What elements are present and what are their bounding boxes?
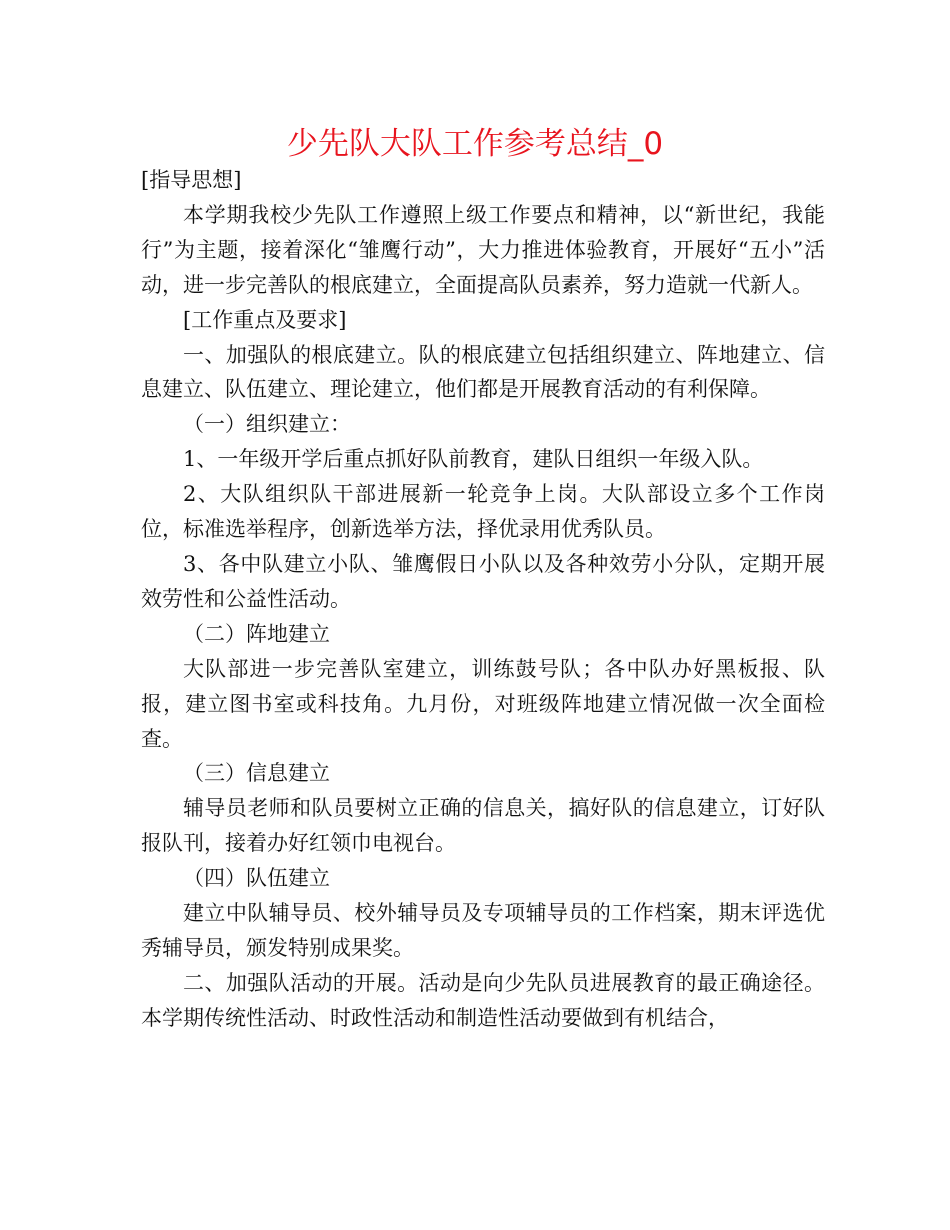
paragraph: [指导思想]	[141, 168, 242, 192]
paragraph: （三）信息建立	[183, 761, 330, 786]
paragraph: 1、一年级开学后重点抓好队前教育，建队日组织一年级入队。	[183, 447, 764, 472]
paragraph: 本学期我校少先队工作遵照上级工作要点和精神，以“新世纪，我能行”为主题，接着深化“雏鹰行动”，大力推进体验教育，开展好“五小”活动，进一步完善队的根底建立，全面提高队员素养，努力造就一代新人。	[141, 202, 825, 297]
paragraph: 大队部进一步完善队室建立，训练鼓号队；各中队办好黑板报、队报，建立图书室或科技角。九月份，对班级阵地建立情况做一次全面检查。	[141, 656, 825, 751]
paragraph: （一）组织建立：	[183, 412, 351, 437]
paragraph: 辅导员老师和队员要树立正确的信息关，搞好队的信息建立，订好队报队刊，接着办好红领巾电视台。	[141, 796, 825, 856]
paragraph: （四）队伍建立	[183, 866, 330, 891]
paragraph: （二）阵地建立	[183, 621, 330, 646]
paragraph: [工作重点及要求]	[183, 307, 347, 332]
paragraph: 2、大队组织队干部进展新一轮竞争上岗。大队部设立多个工作岗位，标准选举程序，创新选举方法，择优录用优秀队员。	[141, 482, 825, 542]
paragraph: 一、加强队的根底建立。队的根底建立包括组织建立、阵地建立、信息建立、队伍建立、理论建立，他们都是开展教育活动的有利保障。	[141, 342, 825, 402]
paragraph: 二、加强队活动的开展。活动是向少先队员进展教育的最正确途径。本学期传统性活动、时政性活动和制造性活动要做到有机结合，	[141, 970, 825, 1030]
paragraph: 建立中队辅导员、校外辅导员及专项辅导员的工作档案，期末评选优秀辅导员，颁发特别成果奖。	[141, 901, 825, 960]
document-title: 少先队大队工作参考总结_0	[286, 126, 664, 162]
paragraph: 3、各中队建立小队、雏鹰假日小队以及各种效劳小分队，定期开展效劳性和公益性活动。	[141, 551, 825, 611]
document-body	[141, 163, 825, 1036]
